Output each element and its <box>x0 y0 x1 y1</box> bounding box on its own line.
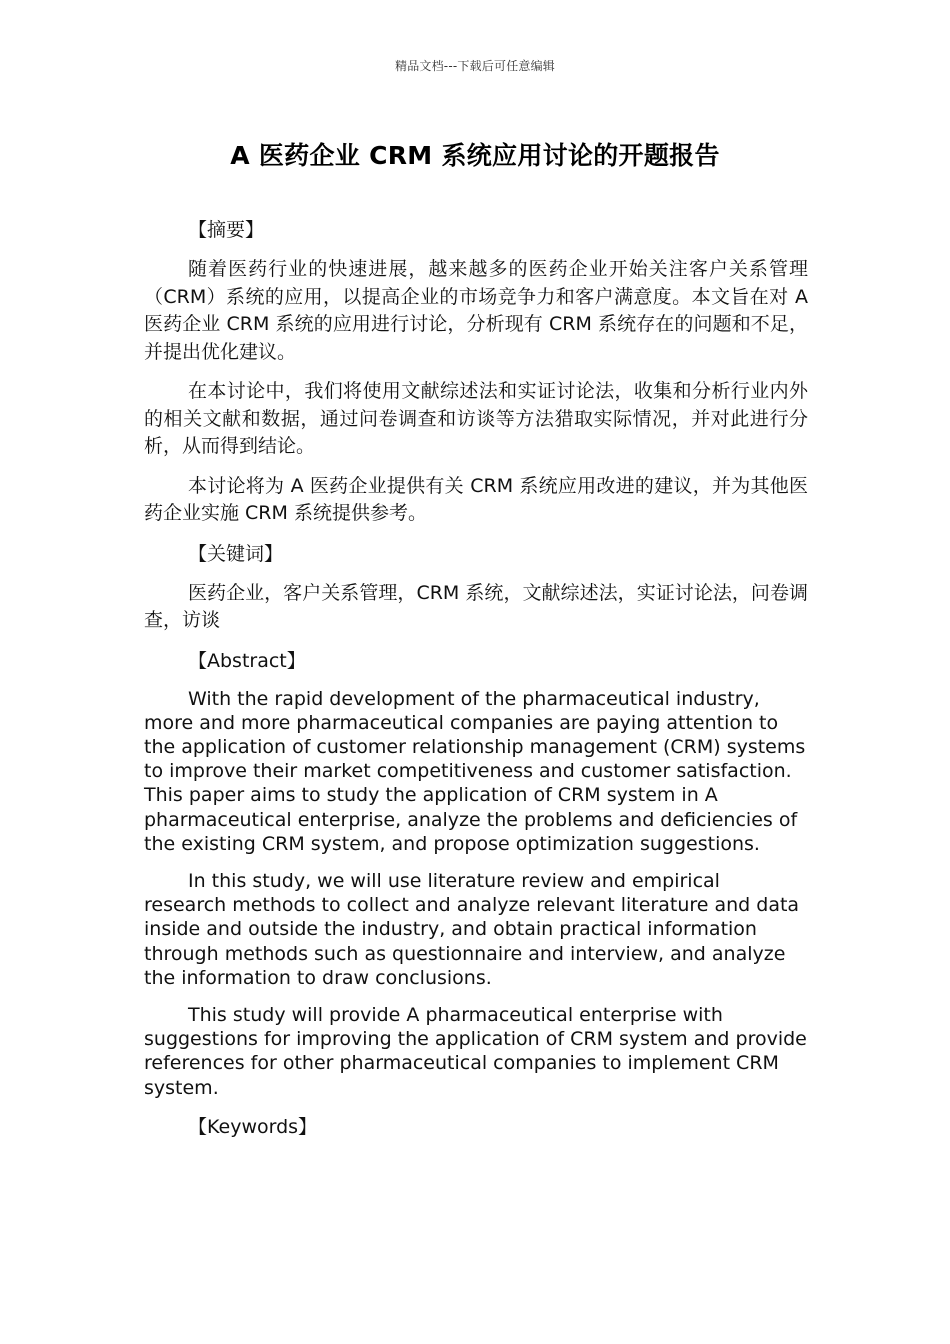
abstract-cn-paragraph-2: 在本讨论中，我们将使用文献综述法和实证讨论法，收集和分析行业内外的相关文献和数据，通过问卷调查和访谈等方法猎取实际情况，并对此进行分析，从而得到结论。 <box>144 380 808 457</box>
abstract-en-paragraph-2: In this study, we will use literature review and empirical research methods to collect and analyze relevant literature and data inside and outside the industry, and obtain practical information through methods such as questionnaire and interview, and analyze the information to draw conclusions. <box>144 869 800 989</box>
abstract-cn-label: 【摘要】 <box>188 219 265 241</box>
keywords-cn-text: 医药企业，客户关系管理，CRM 系统，文献综述法，实证讨论法，问卷调查，访谈 <box>144 581 808 631</box>
abstract-en-label: 【Abstract】 <box>188 649 306 672</box>
keywords-en-label: 【Keywords】 <box>188 1115 318 1138</box>
abstract-en-paragraph-1: With the rapid development of the pharmaceutical industry, more and more pharmaceutical companies are paying attention to the application of customer relationship management (CRM) systems to improve their market competitiveness and customer satisfaction. This paper aims to study the application of CRM system in A pharmaceutical enterprise, analyze the problems and deficiencies of the existing CRM system, and propose optimization suggestions. <box>144 687 806 855</box>
keywords-cn-label: 【关键词】 <box>188 542 284 565</box>
abstract-cn-paragraph-1: 随着医药行业的快速进展，越来越多的医药企业开始关注客户关系管理（CRM）系统的应用，以提高企业的市场竞争力和客户满意度。本文旨在对 A 医药企业 CRM 系统的应用进行讨论，分析现有 CRM 系统存在的问题和不足，并提出优化建议。 <box>144 258 808 363</box>
abstract-cn-paragraph-3: 本讨论将为 A 医药企业提供有关 CRM 系统应用改进的建议，并为其他医药企业实施 CRM 系统提供参考。 <box>144 474 808 524</box>
document-title: A 医药企业 CRM 系统应用讨论的开题报告 <box>230 141 720 170</box>
abstract-en-paragraph-3: This study will provide A pharmaceutical enterprise with suggestions for improving the application of CRM system and provide references for other pharmaceutical companies to implement CRM system. <box>144 1003 807 1099</box>
document-body <box>144 216 808 1153</box>
page-header-note: 精品文档---下载后可任意编辑 <box>395 59 555 73</box>
